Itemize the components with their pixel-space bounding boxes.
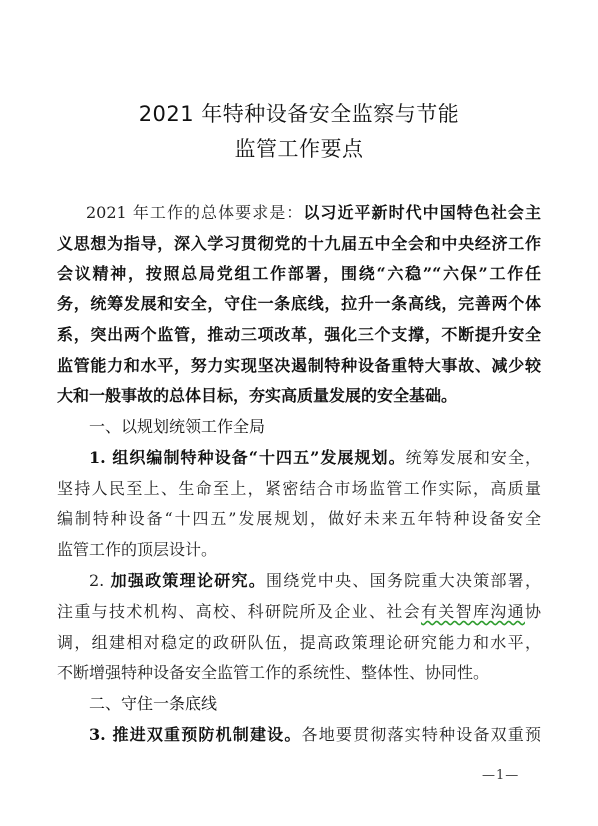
section-2-heading: 二、守住一条底线: [89, 694, 218, 713]
document-title-line-1: 2021 年特种设备安全监察与节能: [138, 102, 460, 126]
item-2-number: 2.: [89, 571, 111, 590]
intro-line-5: 系，突出两个监管，推动三项改革，强化三个支撑，不断提升安全: [57, 325, 541, 344]
spellcheck-underlined-text: 有关智库沟通: [420, 602, 525, 621]
document-title-line-2: 监管工作要点: [234, 137, 364, 161]
intro-line-1: [86, 201, 541, 225]
section-1-heading: 一、以规划统领工作全局: [89, 417, 266, 436]
item-3-line-1: [89, 723, 541, 747]
intro-bold-text: 以习近平新时代中国特色社会主: [303, 203, 541, 222]
item-3-text: 各地要贯彻落实特种设备双重预: [301, 725, 541, 744]
item-1-text: 统筹发展和安全，: [405, 448, 541, 467]
intro-line-3: 会议精神，按照总局党组工作部署，围绕“六稳”“六保”工作任: [57, 264, 541, 283]
item-2-line-4: 不断增强特种设备安全监管工作的系统性、整体性、协同性。: [57, 663, 490, 682]
item-1-line-1: [89, 446, 541, 470]
page-number: —1—: [482, 768, 520, 783]
item-2-line-2: [57, 600, 541, 624]
intro-line-7: 大和一般事故的总体目标，夯实高质量发展的安全基础。: [57, 386, 458, 405]
intro-line-4: 务，统筹发展和安全，守住一条底线，拉升一条高线，完善两个体: [57, 294, 541, 313]
intro-line-2: 义思想为指导，深入学习贯彻党的十九届五中全会和中央经济工作: [57, 234, 541, 253]
item-2-text: 围绕党中央、国务院重大决策部署，: [266, 571, 541, 590]
item-1-line-3: 编制特种设备“十四五”发展规划，做好未来五年特种设备安全: [57, 509, 541, 528]
item-2-line-2-text-a: 注重与技术机构、高校、科研院所及企业、社会: [57, 602, 421, 621]
item-2-title: 加强政策理论研究。: [110, 571, 267, 590]
item-3-title: 3. 推进双重预防机制建设。: [89, 725, 302, 744]
intro-lead-text: 2021 年工作的总体要求是：: [86, 203, 304, 222]
item-1-line-2: 坚持人民至上、生命至上，紧密结合市场监管工作实际，高质量: [57, 479, 541, 498]
intro-line-6: 监管能力和水平，努力实现坚决遏制特种设备重特大事故、减少较: [57, 356, 541, 375]
item-1-title: 1. 组织编制特种设备“十四五”发展规划。: [89, 448, 406, 467]
item-2-line-3: 调，组建相对稳定的政研队伍，提高政策理论研究能力和水平，: [57, 633, 541, 652]
item-1-line-4: 监管工作的顶层设计。: [57, 540, 218, 559]
item-2-line-1: [89, 569, 541, 593]
item-2-line-2-text-c: 协: [524, 602, 541, 621]
